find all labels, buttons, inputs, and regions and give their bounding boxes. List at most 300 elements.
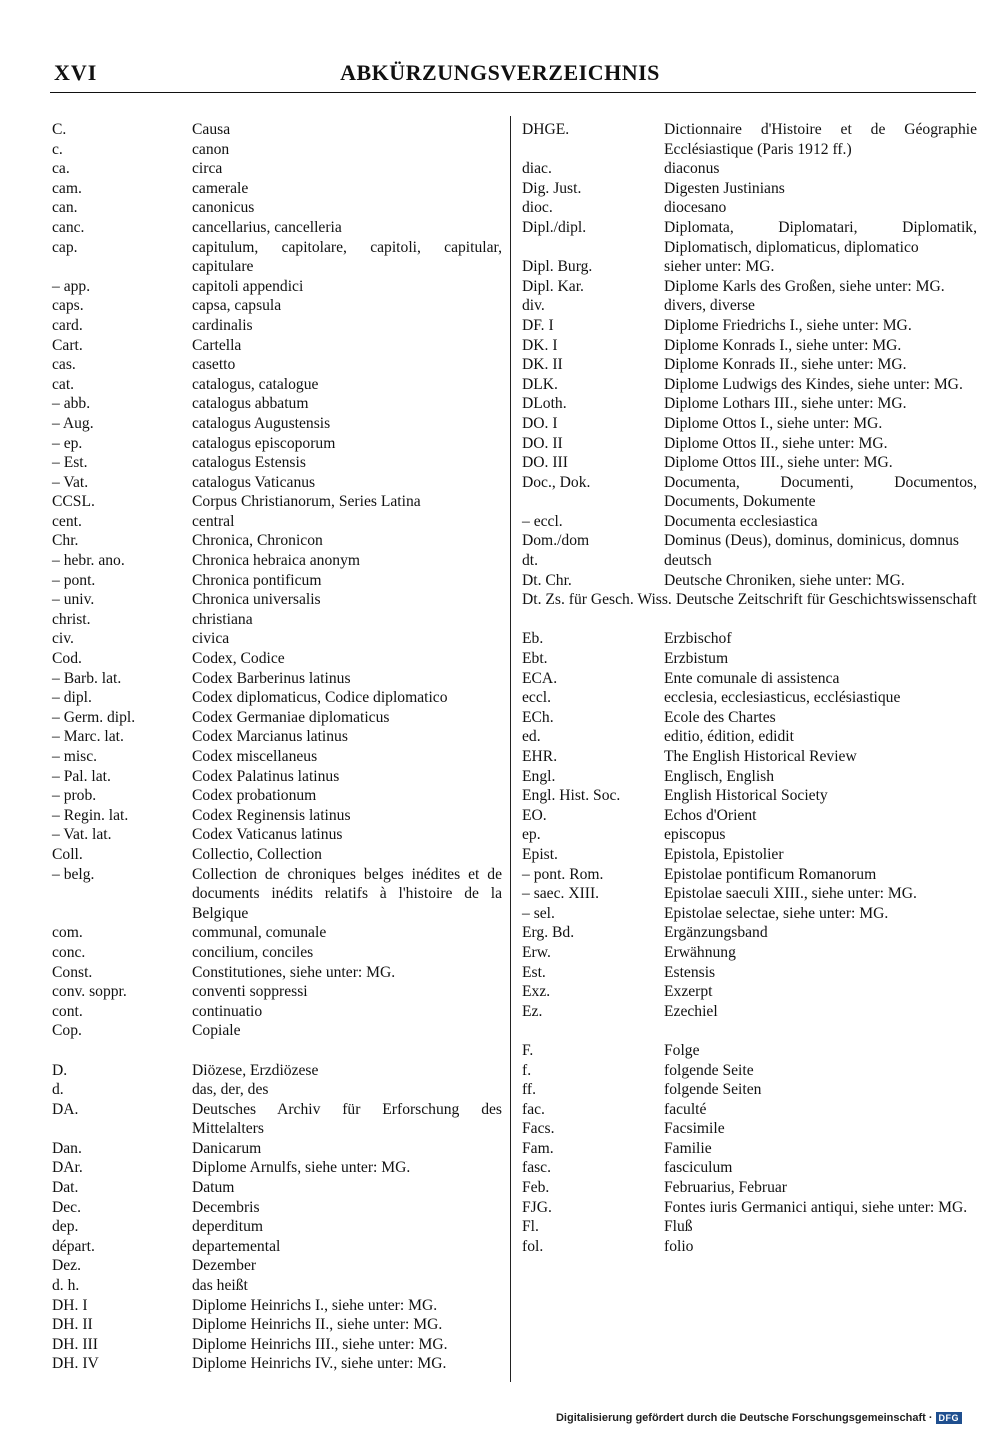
abbreviation-entry xyxy=(522,1002,977,1022)
abbreviation: ep. xyxy=(522,826,541,844)
abbreviation-entry xyxy=(522,982,977,1002)
expansion: Chronica universalis xyxy=(192,591,321,609)
abbreviation-entry xyxy=(522,473,977,512)
abbreviation-entry xyxy=(52,649,502,669)
abbreviation-entry xyxy=(522,551,977,571)
expansion: Diplomata, Diplomatari, Diplomatik, Diplomatisch, diplomaticus, diplomatico xyxy=(664,218,977,256)
section-gap xyxy=(522,1021,977,1041)
expansion: Codex Vaticanus latinus xyxy=(192,826,343,844)
abbreviation-entry xyxy=(52,1178,502,1198)
abbreviation-entry xyxy=(52,512,502,532)
expansion: christiana xyxy=(192,610,253,628)
abbreviation-entry xyxy=(522,669,977,689)
abbreviation: conc. xyxy=(52,943,86,961)
abbreviation-entry xyxy=(522,296,977,316)
abbreviation: Cop. xyxy=(52,1022,82,1040)
page-number: XVI xyxy=(54,60,98,85)
abbreviation-entry xyxy=(52,727,502,747)
abbreviation-entry xyxy=(52,688,502,708)
abbreviation: Eb. xyxy=(522,630,544,648)
abbreviation-entry xyxy=(52,610,502,630)
abbreviation: EHR. xyxy=(522,748,558,765)
abbreviation: cas. xyxy=(52,356,76,374)
abbreviation-entry xyxy=(52,531,502,551)
expansion: folio xyxy=(664,1237,694,1255)
abbreviation-entry xyxy=(52,1061,502,1081)
abbreviation: DF. I xyxy=(522,316,554,334)
abbreviation: dioc. xyxy=(522,199,553,217)
abbreviation-entry xyxy=(522,884,977,904)
expansion: Deutsches Archiv für Erforschung des Mittelalters xyxy=(192,1100,502,1138)
expansion: Decembris xyxy=(192,1198,260,1216)
expansion: episcopus xyxy=(664,826,726,844)
abbreviation-entry xyxy=(52,767,502,787)
expansion: Deutsche Zeitschrift für Geschichtswissenschaft xyxy=(675,591,977,609)
abbreviation-entry xyxy=(52,336,502,356)
abbreviation-entry xyxy=(522,649,977,669)
abbreviation-entry xyxy=(52,375,502,395)
abbreviation: FJG. xyxy=(522,1198,552,1216)
abbreviation: – pont. xyxy=(52,571,96,589)
abbreviation: fasc. xyxy=(522,1159,552,1177)
abbreviation-entry xyxy=(522,277,977,297)
expansion: circa xyxy=(192,160,223,178)
abbreviation-entry xyxy=(522,1198,977,1218)
abbreviation: card. xyxy=(52,316,83,334)
abbreviation: cam. xyxy=(52,179,82,197)
abbreviation: eccl. xyxy=(522,689,551,707)
footer xyxy=(556,1412,962,1424)
expansion: folgende Seite xyxy=(664,1061,754,1079)
abbreviation: départ. xyxy=(52,1237,95,1255)
footer-credit: Digitalisierung gefördert durch die Deutsche Forschungsgemeinschaft · xyxy=(555,1412,933,1424)
abbreviation-entry xyxy=(522,453,977,473)
abbreviation: fol. xyxy=(522,1237,544,1255)
abbreviation-entry xyxy=(52,1217,502,1237)
abbreviation-entry xyxy=(52,590,502,610)
abbreviation-entry xyxy=(522,434,977,454)
abbreviation-entry xyxy=(522,375,977,395)
abbreviation-entry xyxy=(522,629,977,649)
abbreviation: – prob. xyxy=(52,787,97,805)
expansion: folgende Seiten xyxy=(664,1081,762,1099)
abbreviation-entry xyxy=(522,1041,977,1061)
abbreviation: cent. xyxy=(52,512,82,530)
abbreviation-entry xyxy=(522,806,977,826)
abbreviation: D. xyxy=(52,1061,68,1079)
abbreviation-entry xyxy=(522,963,977,983)
expansion: catalogus episcoporum xyxy=(192,434,336,452)
abbreviation-entry xyxy=(52,629,502,649)
abbreviation: – app. xyxy=(52,277,91,295)
abbreviation: DK. II xyxy=(522,356,563,374)
abbreviation: – Regin. lat. xyxy=(52,806,129,824)
expansion: Collection de chroniques belges inédites et de documents inédits relatifs à l'histoire de la Belgique xyxy=(192,865,502,922)
abbreviation: – Aug. xyxy=(52,414,94,432)
abbreviation-entry xyxy=(52,473,502,493)
abbreviation: Est. xyxy=(522,963,546,981)
expansion: Codex miscellaneus xyxy=(192,748,318,765)
abbreviation-entry xyxy=(52,492,502,512)
expansion: Codex Marcianus latinus xyxy=(192,728,348,746)
abbreviation: F. xyxy=(522,1041,534,1059)
abbreviation-entry xyxy=(522,336,977,356)
expansion: Danicarum xyxy=(192,1139,262,1157)
expansion: Ergänzungsband xyxy=(664,924,768,942)
expansion: Causa xyxy=(192,121,231,138)
expansion: Dictionnaire d'Histoire et de Géographie Ecclésiastique (Paris 1912 ff.) xyxy=(664,121,977,158)
abbreviation: Ebt. xyxy=(522,650,548,668)
abbreviation: canc. xyxy=(52,218,85,236)
abbreviation-entry xyxy=(522,218,977,257)
expansion: capitulum, capitolare, capitoli, capitular, capitulare xyxy=(192,238,502,276)
expansion: Diplome Friedrichs I., siehe unter: MG. xyxy=(664,316,912,334)
abbreviation-entry xyxy=(52,669,502,689)
expansion: Documenta ecclesiastica xyxy=(664,512,818,530)
abbreviation: DH. II xyxy=(52,1316,93,1334)
abbreviation: Cart. xyxy=(52,336,83,354)
abbreviation: Engl. xyxy=(522,767,556,785)
abbreviation-entry xyxy=(52,963,502,983)
abbreviation: DH. IV xyxy=(52,1355,99,1373)
abbreviation-entry xyxy=(52,1296,502,1316)
right-column xyxy=(522,120,977,1256)
abbreviation-entry xyxy=(522,414,977,434)
abbreviation-entry xyxy=(52,845,502,865)
expansion: English Historical Society xyxy=(664,787,828,805)
expansion: Epistolae selectae, siehe unter: MG. xyxy=(664,904,889,922)
abbreviation-entry xyxy=(52,1158,502,1178)
expansion: Datum xyxy=(192,1179,235,1197)
expansion: catalogus Vaticanus xyxy=(192,473,316,491)
expansion: catalogus Augustensis xyxy=(192,414,331,432)
abbreviation: DO. I xyxy=(522,414,558,432)
expansion: canon xyxy=(192,140,230,158)
abbreviation: Dec. xyxy=(52,1198,82,1216)
expansion: Collectio, Collection xyxy=(192,845,322,863)
abbreviation: div. xyxy=(522,297,545,315)
abbreviation: DLoth. xyxy=(522,395,567,413)
expansion: Diplome Ottos III., siehe unter: MG. xyxy=(664,454,893,472)
abbreviation-entry xyxy=(522,394,977,414)
expansion: Diplome Ottos II., siehe unter: MG. xyxy=(664,434,888,452)
expansion: divers, diverse xyxy=(664,297,755,315)
expansion: communal, comunale xyxy=(192,924,327,942)
abbreviation-entry xyxy=(52,1256,502,1276)
expansion: Englisch, English xyxy=(664,767,775,785)
abbreviation-entry xyxy=(522,1100,977,1120)
abbreviation-entry xyxy=(522,531,977,551)
abbreviation: – dipl. xyxy=(52,689,92,707)
abbreviation-entry xyxy=(522,1061,977,1081)
abbreviation: Doc., Dok. xyxy=(522,473,591,491)
expansion: Facsimile xyxy=(664,1120,725,1138)
abbreviation-entry xyxy=(522,688,977,708)
abbreviation-entry xyxy=(52,198,502,218)
abbreviation-entry xyxy=(522,512,977,532)
expansion: Diplome Heinrichs II., siehe unter: MG. xyxy=(192,1316,443,1334)
expansion: editio, édition, edidit xyxy=(664,728,794,746)
abbreviation: Facs. xyxy=(522,1120,555,1138)
abbreviation: CCSL. xyxy=(52,493,95,511)
abbreviation: ECh. xyxy=(522,708,554,726)
abbreviation-entry xyxy=(522,708,977,728)
page-title: ABKÜRZUNGSVERZEICHNIS xyxy=(340,60,660,85)
expansion: Codex Barberinus latinus xyxy=(192,669,351,687)
abbreviation: com. xyxy=(52,924,83,942)
abbreviation-entry xyxy=(52,1276,502,1296)
expansion: Diplome Heinrichs IV., siehe unter: MG. xyxy=(192,1355,447,1373)
expansion: diaconus xyxy=(664,160,720,178)
abbreviation: – misc. xyxy=(52,748,98,765)
expansion: das heißt xyxy=(192,1277,248,1295)
expansion: Codex, Codice xyxy=(192,650,285,668)
abbreviation: Dig. Just. xyxy=(522,179,582,197)
expansion: capsa, capsula xyxy=(192,297,282,315)
expansion: Constitutiones, siehe unter: MG. xyxy=(192,963,396,981)
abbreviation: Dez. xyxy=(52,1257,82,1275)
expansion: fasciculum xyxy=(664,1159,733,1177)
expansion: deperditum xyxy=(192,1218,264,1236)
abbreviation-entry xyxy=(522,1119,977,1139)
expansion: Epistola, Epistolier xyxy=(664,845,784,863)
abbreviation-entry xyxy=(52,825,502,845)
abbreviation: cat. xyxy=(52,375,75,393)
expansion: Ecole des Chartes xyxy=(664,708,776,726)
abbreviation: DAr. xyxy=(52,1159,83,1177)
expansion: Corpus Christianorum, Series Latina xyxy=(192,493,421,511)
abbreviation: Dt. Chr. xyxy=(522,571,572,589)
abbreviation: – pont. Rom. xyxy=(522,865,604,883)
abbreviation: Dom./dom xyxy=(522,532,590,550)
abbreviation: – Barb. lat. xyxy=(52,669,122,687)
expansion: das, der, des xyxy=(192,1081,269,1099)
abbreviation-entry xyxy=(522,257,977,277)
abbreviation-entry xyxy=(522,904,977,924)
abbreviation: DO. III xyxy=(522,454,568,472)
abbreviation-entry xyxy=(522,1217,977,1237)
expansion: Diplome Ludwigs des Kindes, siehe unter: MG. xyxy=(664,375,963,393)
abbreviation: – Germ. dipl. xyxy=(52,708,136,726)
abbreviation-entry xyxy=(522,159,977,179)
expansion: Diplome Arnulfs, siehe unter: MG. xyxy=(192,1159,411,1177)
abbreviation-entry xyxy=(52,747,502,767)
abbreviation: – Pal. lat. xyxy=(52,767,111,785)
expansion: Deutsche Chroniken, siehe unter: MG. xyxy=(664,571,905,589)
expansion: Diplome Heinrichs III., siehe unter: MG. xyxy=(192,1335,448,1353)
abbreviation-entry xyxy=(522,355,977,375)
abbreviation: civ. xyxy=(52,630,74,648)
section-gap xyxy=(522,610,977,630)
expansion: cancellarius, cancelleria xyxy=(192,218,342,236)
expansion: Chronica hebraica anonym xyxy=(192,552,360,570)
abbreviation-entry xyxy=(52,453,502,473)
expansion: Februarius, Februar xyxy=(664,1179,787,1197)
abbreviation-entry xyxy=(52,982,502,1002)
abbreviation-entry xyxy=(522,120,977,159)
abbreviation-entry xyxy=(52,434,502,454)
expansion: Familie xyxy=(664,1139,712,1157)
expansion: Diplome Konrads I., siehe unter: MG. xyxy=(664,336,902,354)
abbreviation: Const. xyxy=(52,963,93,981)
expansion: continuatio xyxy=(192,1002,263,1020)
abbreviation: ed. xyxy=(522,728,541,746)
expansion: casetto xyxy=(192,356,236,374)
abbreviation: d. h. xyxy=(52,1277,80,1295)
abbreviation: Dipl. Burg. xyxy=(522,258,593,276)
abbreviation: DH. I xyxy=(52,1296,88,1314)
abbreviation-entry xyxy=(522,571,977,591)
expansion: Codex Germaniae diplomaticus xyxy=(192,708,390,726)
abbreviation-entry xyxy=(52,296,502,316)
expansion: capitoli appendici xyxy=(192,277,304,295)
abbreviation-entry xyxy=(522,198,977,218)
abbreviation: Feb. xyxy=(522,1179,550,1197)
abbreviation: christ. xyxy=(52,610,91,628)
abbreviation: ECA. xyxy=(522,669,558,687)
abbreviation-entry xyxy=(522,825,977,845)
expansion: catalogus Estensis xyxy=(192,454,306,472)
expansion: Epistolae pontificum Romanorum xyxy=(664,865,877,883)
expansion: Chronica pontificum xyxy=(192,571,322,589)
abbreviation: DH. III xyxy=(52,1335,98,1353)
expansion: Documenta, Documenti, Documentos, Documents, Dokumente xyxy=(664,473,977,511)
abbreviation: DLK. xyxy=(522,375,558,393)
abbreviation: – Est. xyxy=(52,454,88,472)
abbreviation: conv. soppr. xyxy=(52,983,127,1001)
expansion: canonicus xyxy=(192,199,255,217)
abbreviation: EO. xyxy=(522,806,547,824)
abbreviation: DO. II xyxy=(522,434,563,452)
abbreviation-entry xyxy=(522,179,977,199)
expansion: Estensis xyxy=(664,963,716,981)
abbreviation: f. xyxy=(522,1061,532,1079)
expansion: catalogus abbatum xyxy=(192,395,309,413)
expansion: Diplome Karls des Großen, siehe unter: MG. xyxy=(664,277,945,295)
column-divider xyxy=(510,116,511,1382)
expansion: Codex diplomaticus, Codice diplomatico xyxy=(192,689,448,707)
abbreviation-entry xyxy=(52,1335,502,1355)
abbreviation-entry xyxy=(522,1178,977,1198)
abbreviation: Dipl. Kar. xyxy=(522,277,584,295)
abbreviation: can. xyxy=(52,199,78,217)
abbreviation-entry xyxy=(52,218,502,238)
abbreviation: Ez. xyxy=(522,1002,543,1020)
abbreviation-entry xyxy=(52,551,502,571)
abbreviation: – belg. xyxy=(52,865,95,883)
abbreviation: – saec. XIII. xyxy=(522,885,600,903)
expansion: Folge xyxy=(664,1041,700,1059)
abbreviation-entry xyxy=(52,1198,502,1218)
expansion: central xyxy=(192,512,235,530)
expansion: Dezember xyxy=(192,1257,257,1275)
expansion: ecclesia, ecclesiasticus, ecclésiastique xyxy=(664,689,901,707)
abbreviation: c. xyxy=(52,140,63,158)
expansion: Erzbistum xyxy=(664,650,729,668)
abbreviation-entry xyxy=(52,1021,502,1041)
abbreviation: Erw. xyxy=(522,943,551,961)
abbreviation-entry xyxy=(52,806,502,826)
abbreviation: fac. xyxy=(522,1100,545,1118)
expansion: sieher unter: MG. xyxy=(664,258,775,276)
expansion: Diplome Heinrichs I., siehe unter: MG. xyxy=(192,1296,438,1314)
abbreviation: – Marc. lat. xyxy=(52,728,124,746)
abbreviation-entry xyxy=(52,238,502,277)
abbreviation-entry xyxy=(52,1080,502,1100)
expansion: Ezechiel xyxy=(664,1002,718,1020)
abbreviation-entry xyxy=(52,1100,502,1139)
abbreviation-entry xyxy=(52,708,502,728)
abbreviation-entry xyxy=(52,316,502,336)
abbreviation-entry xyxy=(522,865,977,885)
expansion: Diözese, Erzdiözese xyxy=(192,1061,319,1079)
abbreviation-entry xyxy=(522,1158,977,1178)
abbreviation-entry xyxy=(52,1002,502,1022)
abbreviation-entry xyxy=(52,1139,502,1159)
abbreviation-entry xyxy=(52,943,502,963)
abbreviation-entry xyxy=(52,414,502,434)
expansion: Cartella xyxy=(192,336,242,354)
abbreviation: C. xyxy=(52,121,67,138)
abbreviation-entry xyxy=(52,786,502,806)
abbreviation: DA. xyxy=(52,1100,79,1118)
abbreviation: Dipl./dipl. xyxy=(522,218,587,236)
expansion: diocesano xyxy=(664,199,727,217)
abbreviation: – hebr. ano. xyxy=(52,552,125,570)
expansion: The English Historical Review xyxy=(664,748,857,765)
abbreviation: – sel. xyxy=(522,904,555,922)
expansion: Copiale xyxy=(192,1022,241,1040)
abbreviation-entry xyxy=(522,923,977,943)
abbreviation-entry xyxy=(52,1354,502,1374)
abbreviation: – Vat. lat. xyxy=(52,826,112,844)
expansion: Fluß xyxy=(664,1218,693,1236)
abbreviation-entry xyxy=(52,179,502,199)
abbreviation: DHGE. xyxy=(522,121,570,138)
expansion: Erwähnung xyxy=(664,943,736,961)
section-gap xyxy=(52,1041,502,1061)
abbreviation: cap. xyxy=(52,238,78,256)
abbreviation: Erg. Bd. xyxy=(522,924,575,942)
abbreviation-entry xyxy=(522,590,977,610)
expansion: Diplome Konrads II., siehe unter: MG. xyxy=(664,356,907,374)
expansion: Diplome Ottos I., siehe unter: MG. xyxy=(664,414,883,432)
abbreviation-entry xyxy=(52,865,502,924)
abbreviation: – ep. xyxy=(52,434,83,452)
abbreviation-entry xyxy=(52,1315,502,1335)
abbreviation-entry xyxy=(522,727,977,747)
abbreviation: Engl. Hist. Soc. xyxy=(522,787,621,805)
abbreviation: dep. xyxy=(52,1218,79,1236)
abbreviation-entry xyxy=(522,316,977,336)
abbreviation: Coll. xyxy=(52,845,83,863)
abbreviation: cont. xyxy=(52,1002,83,1020)
expansion: Codex Palatinus latinus xyxy=(192,767,340,785)
expansion: departemental xyxy=(192,1237,281,1255)
abbreviation-entry xyxy=(52,120,502,140)
expansion: Epistolae saeculi XIII., siehe unter: MG. xyxy=(664,885,917,903)
abbreviation: – abb. xyxy=(52,395,91,413)
abbreviation: – univ. xyxy=(52,591,95,609)
expansion: Chronica, Chronicon xyxy=(192,532,323,550)
abbreviation: – eccl. xyxy=(522,512,563,530)
abbreviation: Chr. xyxy=(52,532,79,550)
expansion: Ente comunale di assistenca xyxy=(664,669,840,687)
expansion: Diplome Lothars III., siehe unter: MG. xyxy=(664,395,907,413)
abbreviation: Dt. Zs. für Gesch. Wiss. xyxy=(522,591,672,609)
abbreviation-entry xyxy=(522,767,977,787)
abbreviation-entry xyxy=(52,277,502,297)
